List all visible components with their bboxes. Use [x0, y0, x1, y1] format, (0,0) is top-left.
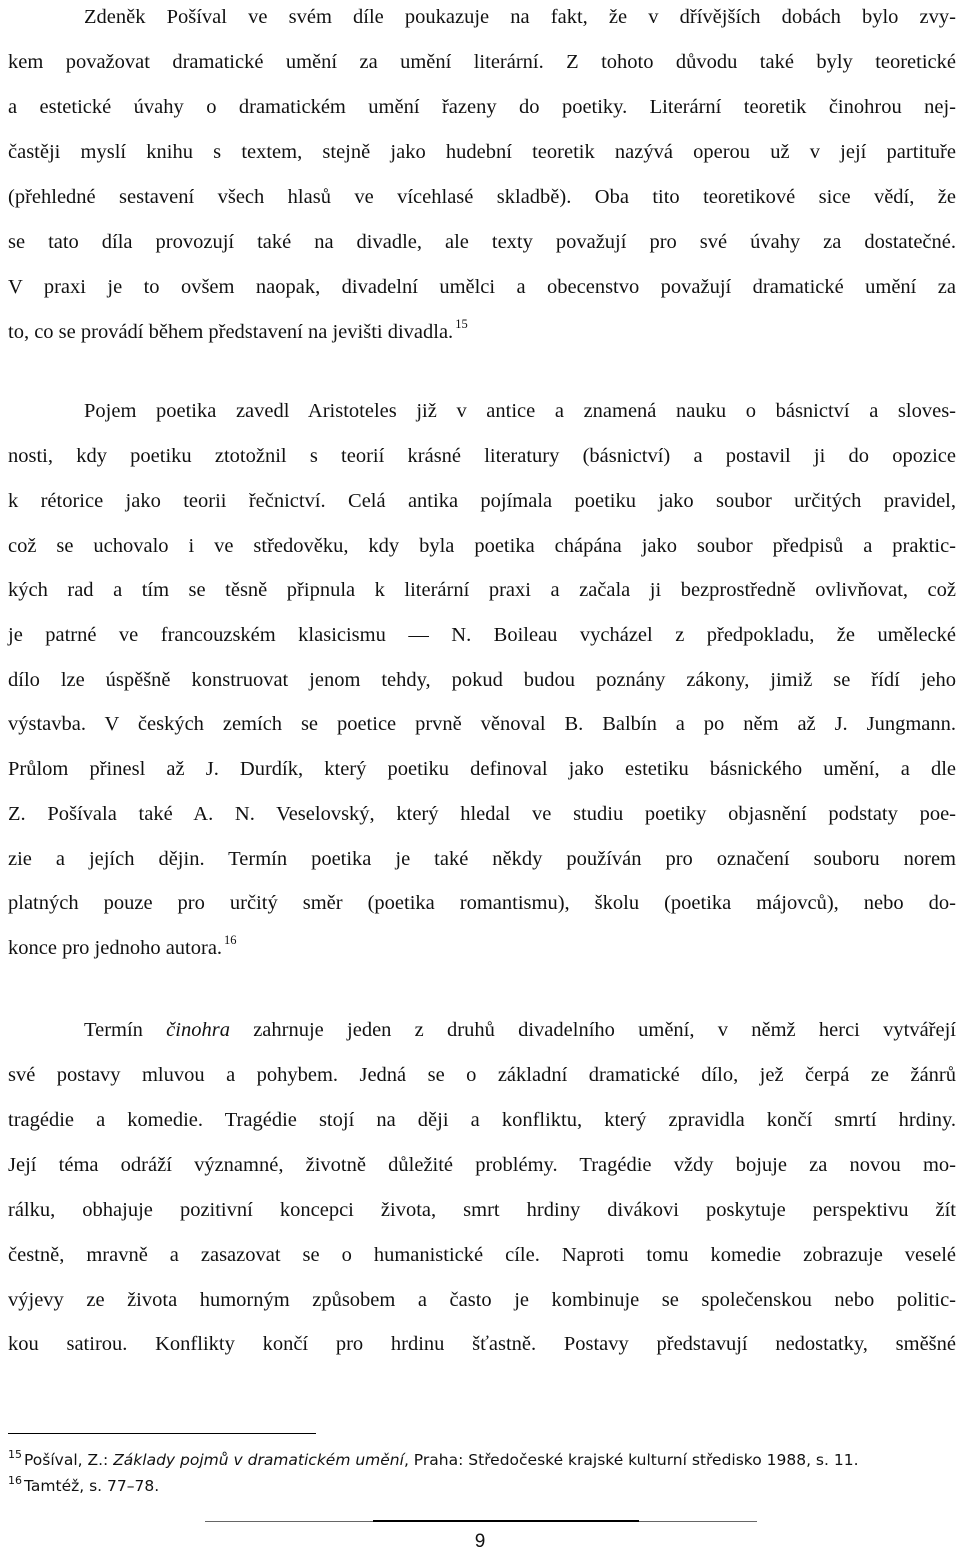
text-run: zahrnuje jeden z druhů divadelního umění, v němž herci vytvářejí [229, 1019, 956, 1041]
text-line: kem považovat dramatické umění za umění literární. Z tohoto důvodu také byly teoretické [8, 51, 956, 73]
text-line: což se uchovalo i ve středověku, kdy byla poetika chápána jako soubor předpisů a praktic- [8, 535, 956, 557]
text-line: čestně, mravně a zasazovat se o humanistické cíle. Naproti tomu komedie zobrazuje veselé [8, 1244, 956, 1266]
page-number: 9 [474, 1531, 486, 1552]
footnote-number: 16 [8, 1474, 22, 1487]
footer-rule [205, 1521, 757, 1522]
footnote-title: Základy pojmů v dramatickém umění [113, 1451, 404, 1469]
text-line: tragédie a komedie. Tragédie stojí na ději a konfliktu, který zpravidla končí smrtí hrdiny. [8, 1109, 956, 1131]
italic-term: činohra [166, 1019, 230, 1041]
footnote-ref-15[interactable]: 15 [455, 317, 468, 331]
text-line: kou satirou. Konflikty končí pro hrdinu šťastně. Postavy představují nedostatky, směšné [8, 1333, 956, 1355]
text-line: V praxi je to ovšem naopak, divadelní umělci a obecenstvo považují dramatické umění za [8, 276, 956, 298]
footnote-15 [8, 1449, 960, 1473]
text-line: častěji myslí knihu s textem, stejně jako hudební teoretik nazývá operou už v její partituře [8, 141, 956, 163]
text-line: k rétorice jako teorii řečnictví. Celá antika pojímala poetiku jako soubor určitých pravidel, [8, 490, 956, 512]
text-line: Z. Pošívala také A. N. Veselovský, který hledal ve studiu poetiky objasnění podstaty poe- [8, 803, 956, 825]
text-line: zie a jejích dějin. Termín poetika je také někdy používán pro označení souboru norem [8, 848, 956, 870]
text-line: nosti, kdy poetiku ztotožnil s teorií krásné literatury (básnictví) a postavil ji do opozice [8, 445, 956, 467]
footnote-ref-16[interactable]: 16 [224, 933, 237, 947]
footnote-text: , Praha: Středočeské krajské kulturní středisko 1988, s. 11. [403, 1451, 859, 1469]
text-line: Její téma odráží významné, životně důležité problémy. Tragédie vždy bojuje za novou mo- [8, 1154, 956, 1176]
footnote-text: Tamtéž, s. 77–78. [24, 1477, 160, 1495]
text-line: výstavba. V českých zemích se poetice prvně věnoval B. Balbín a po něm až J. Jungmann. [8, 713, 956, 735]
text-run: to, co se provádí během představení na jevišti divadla. [8, 321, 454, 343]
text-line [84, 1016, 956, 1044]
text-line: rálku, obhajuje pozitivní koncepci života, smrt hrdiny divákovi poskytuje perspektivu žít [8, 1199, 956, 1221]
text-line: kých rad a tím se těsně připnula k literární praxi a začala ji bezprostředně ovlivňovat, což [8, 579, 956, 601]
footnote-text: Pošíval, Z.: [24, 1451, 114, 1469]
text-line: se tato díla provozují také na divadle, ale texty považují pro své úvahy za dostatečné. [8, 231, 956, 253]
text-line: Zdeněk Pošíval ve svém díle poukazuje na fakt, že v dřívějších dobách bylo zvy- [84, 6, 956, 28]
text-line: své postavy mluvou a pohybem. Jedná se o základní dramatické dílo, jež čerpá ze žánrů [8, 1064, 956, 1086]
text-run: konce pro jednoho autora. [8, 937, 223, 959]
text-run: Termín [84, 1019, 167, 1041]
text-line: a estetické úvahy o dramatickém umění řazeny do poetiky. Literární teoretik činohrou nej- [8, 96, 956, 118]
text-line: výjevy ze života humorným způsobem a často je kombinuje se společenskou nebo politic- [8, 1289, 956, 1311]
footnote-number: 15 [8, 1448, 22, 1461]
text-line: Pojem poetika zavedl Aristoteles již v antice a znamená nauku o básnictví a sloves- [84, 400, 956, 422]
text-line-last [8, 934, 956, 964]
text-line-last [8, 318, 956, 348]
text-line: dílo lze úspěšně konstruovat jenom tehdy, pokud budou poznány zákony, jimiž se řídí jeho [8, 669, 956, 691]
text-line: je patrné ve francouzském klasicismu ― N. Boileau vycházel z předpokladu, že umělecké [8, 624, 956, 646]
text-line: platných pouze pro určitý směr (poetika romantismu), školu (poetika májovců), nebo do- [8, 892, 956, 914]
footer-rule-accent [373, 1520, 639, 1522]
text-line: (přehledné sestavení všech hlasů ve vícehlasé skladbě). Oba tito teoretikové sice vědí, že [8, 186, 956, 208]
footnote-separator [8, 1433, 316, 1434]
footnote-16 [8, 1475, 960, 1499]
text-line: Průlom přinesl až J. Durdík, který poetiku definoval jako estetiku básnického umění, a dle [8, 758, 956, 780]
